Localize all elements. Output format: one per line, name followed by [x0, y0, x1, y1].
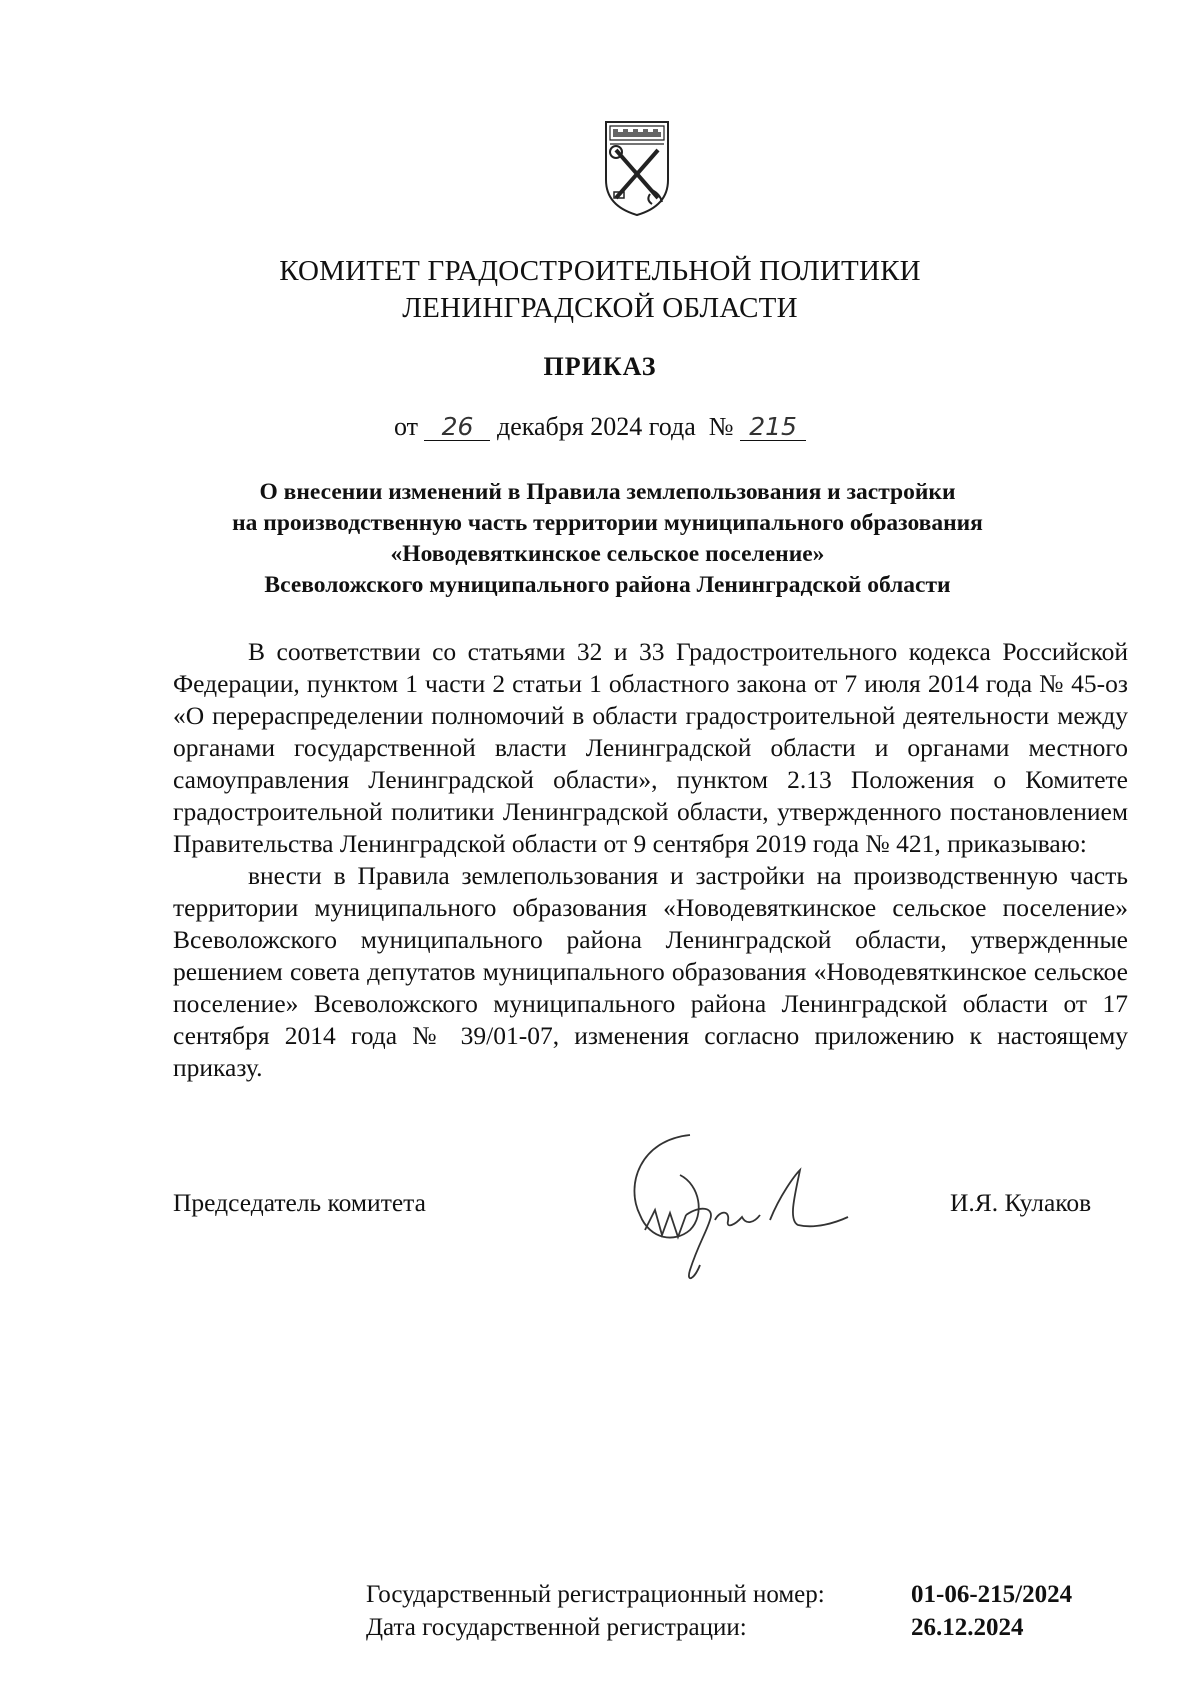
org-line-1: КОМИТЕТ ГРАДОСТРОИТЕЛЬНОЙ ПОЛИТИКИ	[279, 255, 921, 287]
order-day: 26	[424, 414, 490, 441]
order-number: 215	[740, 414, 806, 441]
document-type: ПРИКАЗ	[543, 352, 657, 381]
org-line-2: ЛЕНИНГРАДСКОЙ ОБЛАСТИ	[402, 292, 798, 324]
order-month-year: декабря 2024 года	[496, 412, 696, 441]
coat-of-arms-icon	[602, 118, 672, 218]
registration-number-label: Государственный регистрационный номер:	[366, 1581, 825, 1608]
number-sign: №	[708, 412, 734, 441]
subject-line-4: Всеволожского муниципального района Ленинградской области	[264, 572, 951, 598]
handwritten-signature	[620, 1125, 850, 1290]
registration-date-value: 26.12.2024	[911, 1614, 1024, 1641]
subject-line-2: на производственную часть территории муниципального образования	[232, 510, 983, 536]
registration-block	[366, 1578, 1072, 1644]
order-body	[173, 636, 1128, 1084]
signatory-name: И.Я. Кулаков	[950, 1188, 1092, 1217]
order-subject	[170, 477, 1045, 601]
subject-line-3: «Новодевяткинское сельское поселение»	[390, 541, 825, 567]
body-paragraph-1: В соответствии со статьями 32 и 33 Градостроительного кодекса Российской Федерации, пунктом 1 части 2 статьи 1 областного закона от 7 июля 2014 года № 45-оз «О перераспределении полномочий в области градостроительной деятельности между органами государственной власти Ленинградской области и органами местного самоуправления Ленинградской области», пунктом 2.13 Положения о Комитете градостроительной политики Ленинградской области, утвержденного постановлением Правительства Ленинградской области от 9 сентября 2019 года № 421, приказываю:	[173, 637, 1128, 858]
signatory-position: Председатель комитета	[173, 1188, 426, 1217]
registration-number-row	[366, 1578, 1072, 1611]
registration-number-value: 01-06-215/2024	[911, 1581, 1073, 1608]
registration-date-label: Дата государственной регистрации:	[366, 1614, 747, 1641]
registration-date-row	[366, 1611, 1072, 1644]
subject-line-1: О внесении изменений в Правила землепользования и застройки	[259, 479, 956, 505]
order-date-number	[0, 412, 1200, 442]
body-paragraph-2: внести в Правила землепользования и застройки на производственную часть территории муниципального образования «Новодевяткинское сельское поселение» Всеволожского муниципального района Ленинградской области, утвержденные решением совета депутатов муниципального образования «Новодевяткинское сельское поселение» Всеволожского муниципального района Ленинградской области от 17 сентября 2014 года № 39/01-07, изменения согласно приложению к настоящему приказу.	[173, 861, 1128, 1082]
organization-name	[0, 253, 1200, 327]
date-prefix: от	[393, 412, 418, 441]
